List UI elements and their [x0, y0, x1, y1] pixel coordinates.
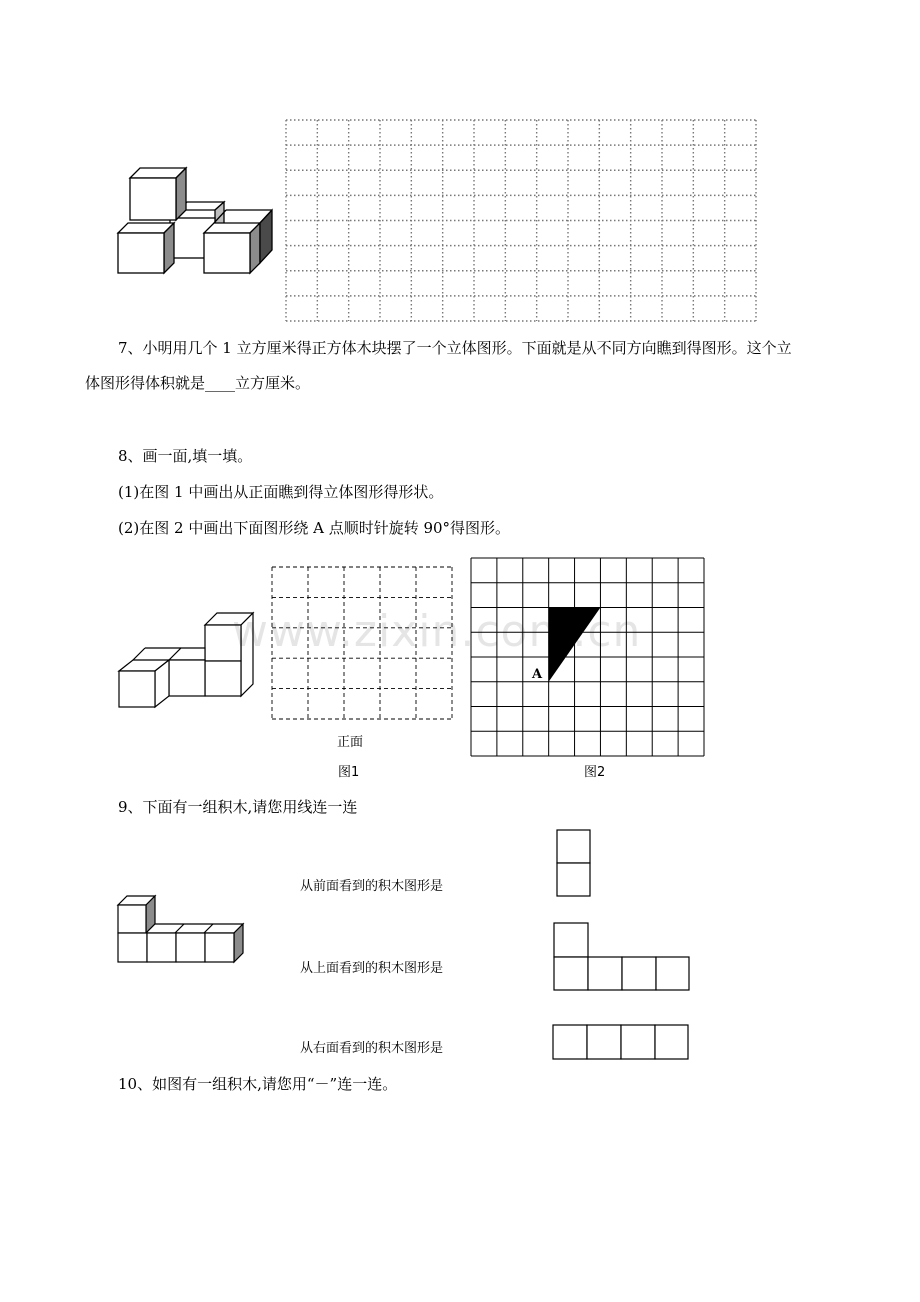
q7-dotted-grid[interactable] — [285, 119, 757, 322]
q9-option-l-shape[interactable] — [553, 922, 691, 992]
q10-title: 10、如图有一组积木,请您用“－”连一连。 — [118, 1075, 398, 1093]
q9-top-view-label[interactable]: 从上面看到的积木图形是 — [300, 961, 444, 976]
q9-option-vertical-two[interactable] — [556, 829, 592, 897]
q7-text-before-blank: 体图形得体积就是 — [85, 374, 206, 392]
q7-question-line2 — [85, 373, 310, 393]
q8-title: 8、画一面,填一填。 — [118, 447, 253, 465]
q7-text-after-blank: 立方厘米。 — [235, 374, 311, 392]
q7-cube-figure — [110, 160, 280, 280]
q8-item-2: (2)在图 2 中画出下面图形绕 A 点顺时针旋转 90°得图形。 — [118, 519, 511, 537]
q8-figure2-grid[interactable] — [470, 557, 705, 757]
watermark: www.zixin.com.cn — [232, 606, 642, 657]
q8-item-1: (1)在图 1 中画出从正面瞧到得立体图形得形状。 — [118, 483, 444, 501]
q7-answer-blank[interactable]: ____ — [205, 374, 236, 392]
point-a-label: A — [532, 667, 543, 682]
figure2-caption: 图2 — [584, 765, 606, 780]
q9-block-figure — [115, 893, 250, 968]
q7-question-line1: 7、小明用几个 1 立方厘米得正方体木块摆了一个立体图形。下面就是从不同方向瞧到得图形。这个立 — [118, 339, 792, 357]
q9-option-horizontal-four[interactable] — [552, 1024, 690, 1060]
front-label: 正面 — [337, 735, 364, 750]
q9-front-view-label[interactable]: 从前面看到的积木图形是 — [300, 879, 444, 894]
q9-right-view-label[interactable]: 从右面看到的积木图形是 — [300, 1041, 444, 1056]
figure1-caption: 图1 — [338, 765, 360, 780]
q9-title: 9、下面有一组积木,请您用线连一连 — [118, 798, 358, 816]
